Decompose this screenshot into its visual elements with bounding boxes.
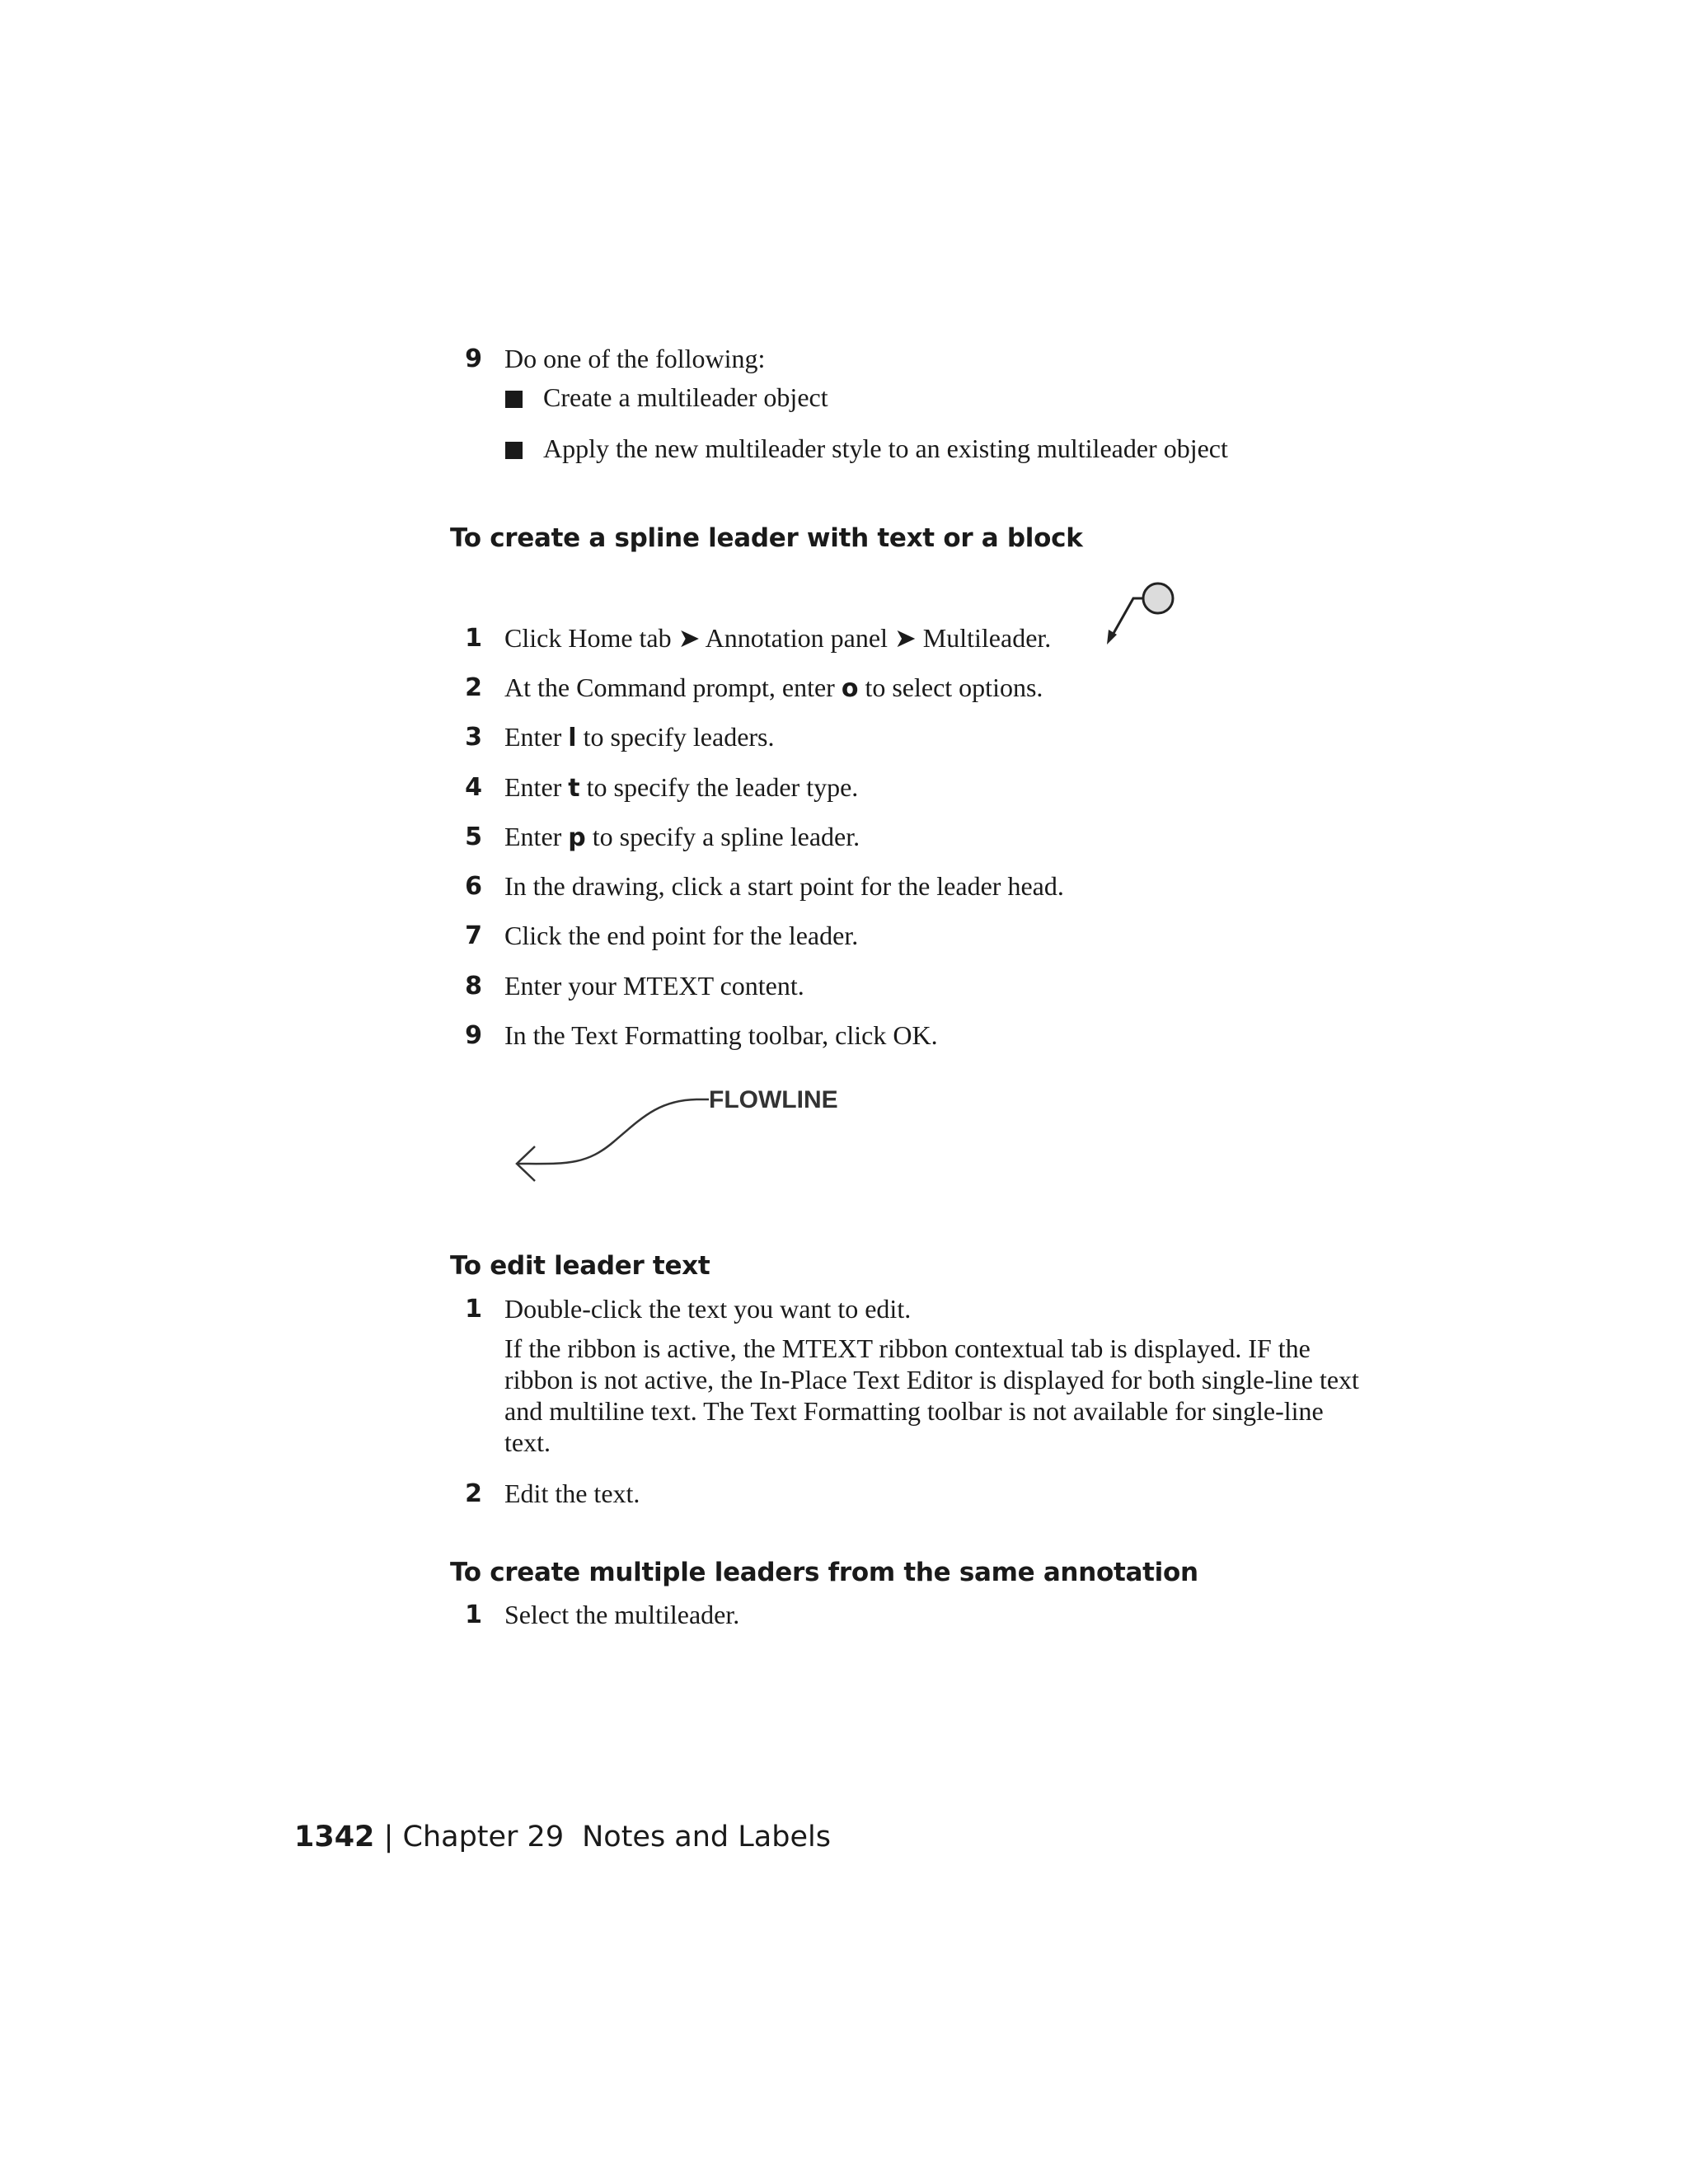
step-text: Enter your MTEXT content. [504,971,804,1001]
bullet-marker [505,391,523,408]
bullet-marker [505,442,523,459]
bullet-text: Create a multileader object [543,382,828,412]
step-number: 5 [465,823,482,851]
step-text: Do one of the following: [504,344,766,373]
step-text: Enter p to specify a spline leader. [504,822,860,852]
step-text: Double-click the text you want to edit. [504,1294,912,1324]
step-text: Edit the text. [504,1479,640,1508]
step-text: At the Command prompt, enter o to select options. [504,673,1043,703]
step-number: 9 [465,344,482,373]
step-number: 9 [465,1021,482,1050]
key-letter: t [568,774,580,803]
step-number: 1 [465,624,482,653]
page-number: 1342 [294,1821,375,1854]
step-number: 8 [465,972,482,1001]
section-heading: To create a spline leader with text or a block [450,523,1083,553]
step-number: 6 [465,872,482,901]
step-number: 2 [465,673,482,702]
step-number: 4 [465,773,482,802]
spline-leader-figure [507,1076,853,1187]
step-number: 1 [465,1295,482,1324]
footer-separator: | [383,1821,394,1854]
section-heading: To create multiple leaders from the same annotation [450,1558,1198,1587]
chapter-title: Notes and Labels [582,1821,831,1854]
step-number: 3 [465,723,482,752]
section-heading: To edit leader text [450,1251,710,1281]
step-number: 1 [465,1601,482,1629]
step-text: In the drawing, click a start point for the leader head. [504,871,1064,901]
step-text: Click the end point for the leader. [504,921,859,950]
multileader-icon [1100,577,1175,651]
bullet-text: Apply the new multileader style to an existing multileader object [543,434,1228,463]
step-text: Select the multileader. [504,1600,740,1629]
step-detail: If the ribbon is active, the MTEXT ribbon contextual tab is displayed. IF the ribbon is not active, the In-Place Text Editor is displayed for both single-line text and multiline text. The Text Formatting toolbar is not available for single-line text. [504,1333,1359,1457]
step-text: Enter l to specify leaders. [504,722,775,752]
step-text: In the Text Formatting toolbar, click OK. [504,1020,938,1050]
page-footer [294,1820,831,1854]
step-number: 2 [465,1479,482,1508]
key-letter: o [841,674,859,703]
step-text: Click Home tab ➤ Annotation panel ➤ Multileader. [504,623,1052,653]
chapter-label: Chapter 29 [402,1821,565,1854]
key-letter: p [568,823,586,852]
figure-label: FLOWLINE [709,1086,838,1113]
step-number: 7 [465,921,482,950]
step-text: Enter t to specify the leader type. [504,772,859,803]
key-letter: l [568,724,577,752]
